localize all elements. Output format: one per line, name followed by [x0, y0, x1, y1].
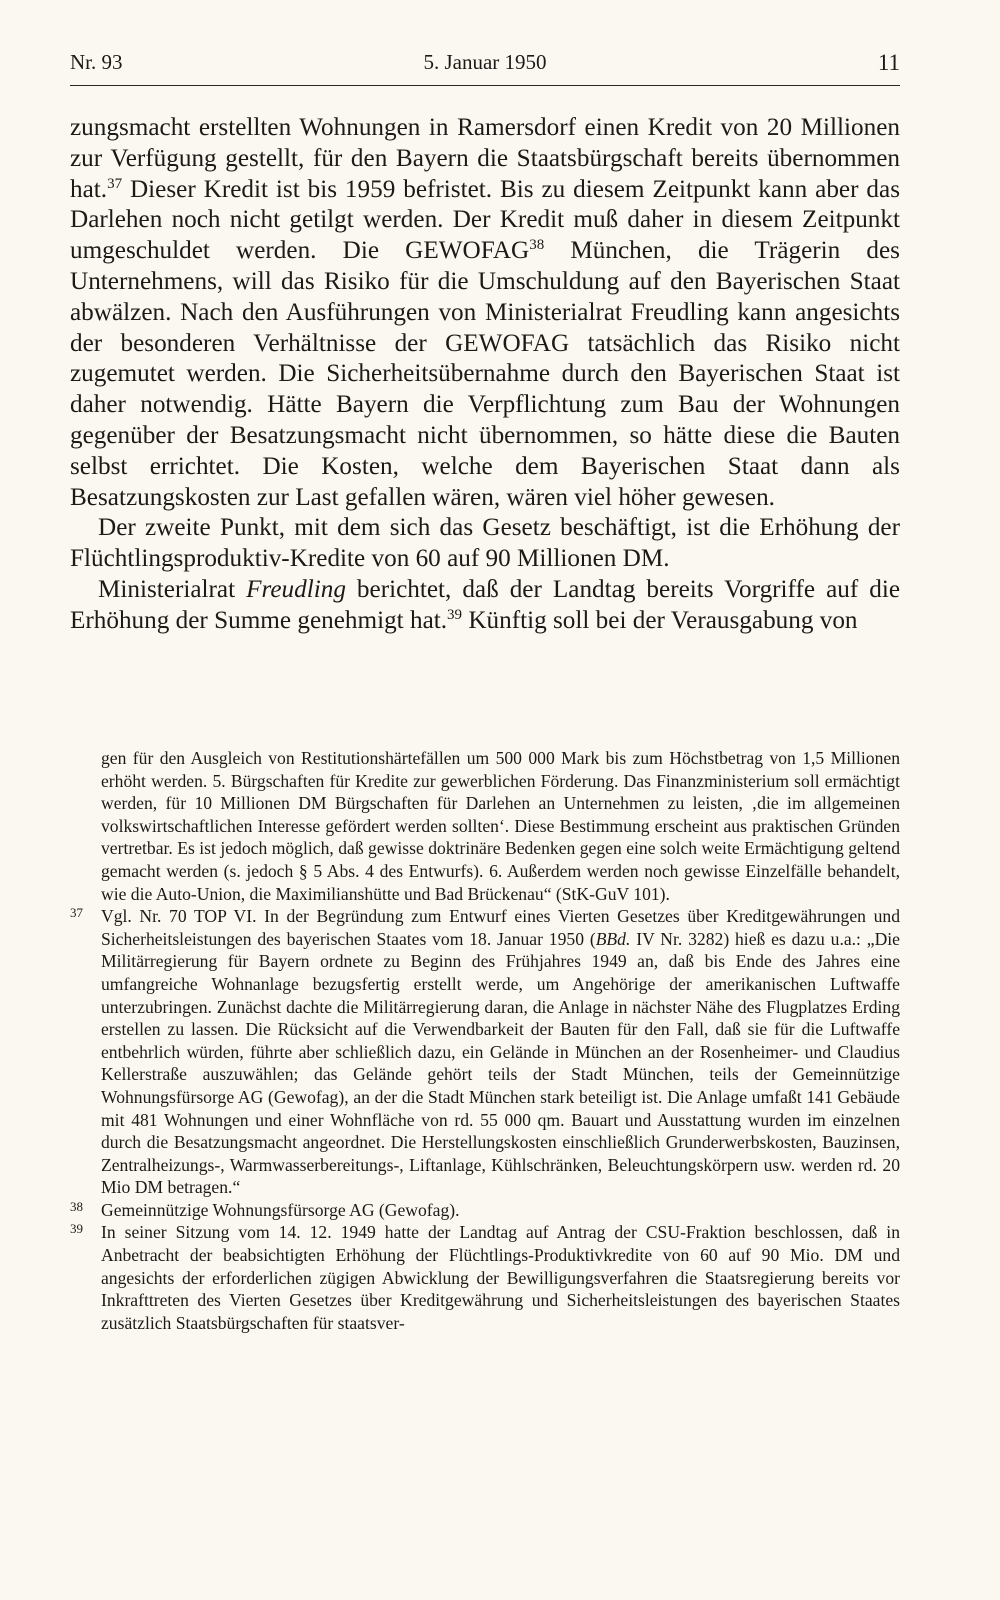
footnote-reference: 37 — [107, 175, 123, 192]
document-number: Nr. 93 — [70, 50, 123, 74]
footnote-text: Gemeinnützige Wohnungsfürsorge AG (Gewofag). — [101, 1199, 460, 1220]
footnote-38 — [70, 1199, 900, 1222]
footnote-text — [101, 905, 900, 1199]
footnotes — [70, 747, 900, 1334]
footnote-37 — [70, 905, 900, 1199]
header-rule — [70, 85, 900, 86]
paragraph-text: Der zweite Punkt, mit dem sich das Gesetz beschäftigt, ist die Erhöhung der Flüchtlingsproduktiv-Kredite von 60 auf 90 Millionen DM. — [70, 514, 900, 573]
paragraph-text: berichtet, daß der Landtag bereits Vorgriffe auf die Erhöhung der Summe genehmigt hat. — [70, 575, 901, 634]
paragraph — [70, 113, 900, 513]
footnote-continued — [70, 747, 900, 905]
footnote-text-part: IV Nr. 3282) hieß es dazu u.a.: „Die Militärregierung für Bayern ordnete zu Beginn des Frühjahres 1949 an, daß bis Ende des Jahres eine umfangreiche Wohnanlage bezugsfertig erstellt werde, um Angehörige der amerikanischen Luftwaffe unterzubringen. Zunächst dachte die Militärregierung daran, die Anlage in nächster Nähe des Flugplatzes Erding erstellen zu lassen. Die Rücksicht auf die Verwendbarkeit der Bauten für den Fall, daß sie für die Luftwaffe entbehrlich würden, führte aber schließlich dazu, ein Gelände in München an der Rosenheimer- und Claudius Kellerstraße auszuwählen; das Gelände gehört teils der Stadt München, teils der Gemeinnützige Wohnungsfürsorge AG (Gewofag), an der die Stadt München stark beteiligt ist. Die Anlage umfaßt 141 Gebäude mit 481 Wohnungen und einer Wohnfläche von rd. 55 000 qm. Bauart und Ausstattung wurden im einzelnen durch die Besatzungsmacht angeordnet. Die Herstellungskosten einschließlich Grunderwerbskosten, Bauzinsen, Zentralheizungs-, Warmwasserbereitungs-, Liftanlage, Kühlschränken, Beleuchtungskörpern usw. werden rd. 20 Mio DM betragen.“ — [101, 928, 900, 1198]
paragraph-text: Ministerialrat — [98, 575, 247, 603]
main-text — [70, 113, 900, 637]
paragraph-text: zungsmacht erstellten Wohnungen in Ramersdorf einen Kredit von 20 Millionen zur Verfügung gestellt, für den Bayern die Staatsbürgschaft bereits übernommen hat. — [70, 114, 900, 203]
footnote-reference: 39 — [447, 606, 463, 623]
paragraph — [70, 513, 900, 575]
paragraph-text: Künftig soll bei der Verausgabung von — [462, 606, 858, 634]
footnote-number: 39 — [70, 1221, 83, 1237]
paragraph — [70, 575, 900, 637]
footnote-text-part: Vgl. Nr. 70 TOP VI. In der Begründung zum Entwurf eines Vierten Gesetzes über Kreditgewährungen und Sicherheitsleistungen des bayerischen Staates vom 18. Januar 1950 ( — [101, 906, 900, 949]
paragraph-text: München, die Trägerin des Unternehmens, will das Risiko für die Umschuldung auf den Bayerischen Staat abwälzen. Nach den Ausführungen von Ministerialrat Freudling kann angesichts der besonderen Verhältnisse der GEWOFAG tatsächlich das Risiko nicht zugemutet werden. Die Sicherheitsübernahme durch den Bayerischen Staat ist daher notwendig. Hätte Bayern die Verpflichtung zum Bau der Wohnungen gegenüber der Besatzungsmacht nicht übernommen, so hätte diese die Bauten selbst errichtet. Die Kosten, welche dem Bayerischen Staat dann als Besatzungskosten zur Last gefallen wären, wären viel höher gewesen. — [70, 237, 900, 511]
page-number: 11 — [877, 50, 900, 75]
footnote-text: gen für den Ausgleich von Restitutionshärtefällen um 500 000 Mark bis zum Höchstbetrag von 1,5 Millionen erhöht werden. 5. Bürgschaften für Kredite zur gewerblichen Förderung. Das Finanzministerium soll ermächtigt werden, für 10 Millionen DM Bürgschaften für Darlehen an Unternehmen zu leisten, ‚die im allgemeinen volkswirtschaftlichen Interesse gefördert werden sollten‘. Diese Bestimmung erscheint aus praktischen Gründen vertretbar. Es ist jedoch möglich, daß gewisse doktrinäre Bedenken gegen eine solch weite Ermächtigung geltend gemacht werden (s. jedoch § 5 Abs. 4 des Entwurfs). 6. Außerdem werden noch gewisse Einzelfälle behandelt, wie die Auto-Union, die Maximilianshütte und Bad Brückenau“ (StK-GuV 101). — [101, 748, 900, 904]
footnote-reference: 38 — [529, 237, 545, 254]
footnote-39 — [70, 1221, 900, 1334]
footnote-number: 38 — [70, 1198, 83, 1214]
paragraph-text: Dieser Kredit ist bis 1959 befristet. Bis zu diesem Zeitpunkt kann aber das Darlehen noch nicht getilgt werden. Der Kredit muß daher in diesem Zeitpunkt umgeschuldet werden. Die GEWOFAG — [70, 175, 900, 265]
source-abbreviation: BBd. — [595, 928, 631, 949]
footnote-number: 37 — [70, 905, 83, 921]
person-name: Freudling — [246, 575, 346, 603]
document-date: 5. Januar 1950 — [423, 50, 547, 74]
footnote-text: In seiner Sitzung vom 14. 12. 1949 hatte der Landtag auf Antrag der CSU-Fraktion beschlossen, daß in Anbetracht der beabsichtigten Erhöhung der Flüchtlings-Produktivkredite von 60 auf 90 Mio. DM und angesichts der erforderlichen zügigen Abwicklung der Bewilligungsverfahren die Staatsregierung bereits vor Inkrafttreten des Vierten Gesetzes über Kreditgewährung und Sicherheitsleistungen des bayerischen Staates zusätzlich Staatsbürgschaften für staatsver- — [101, 1222, 900, 1333]
running-header — [70, 50, 900, 84]
